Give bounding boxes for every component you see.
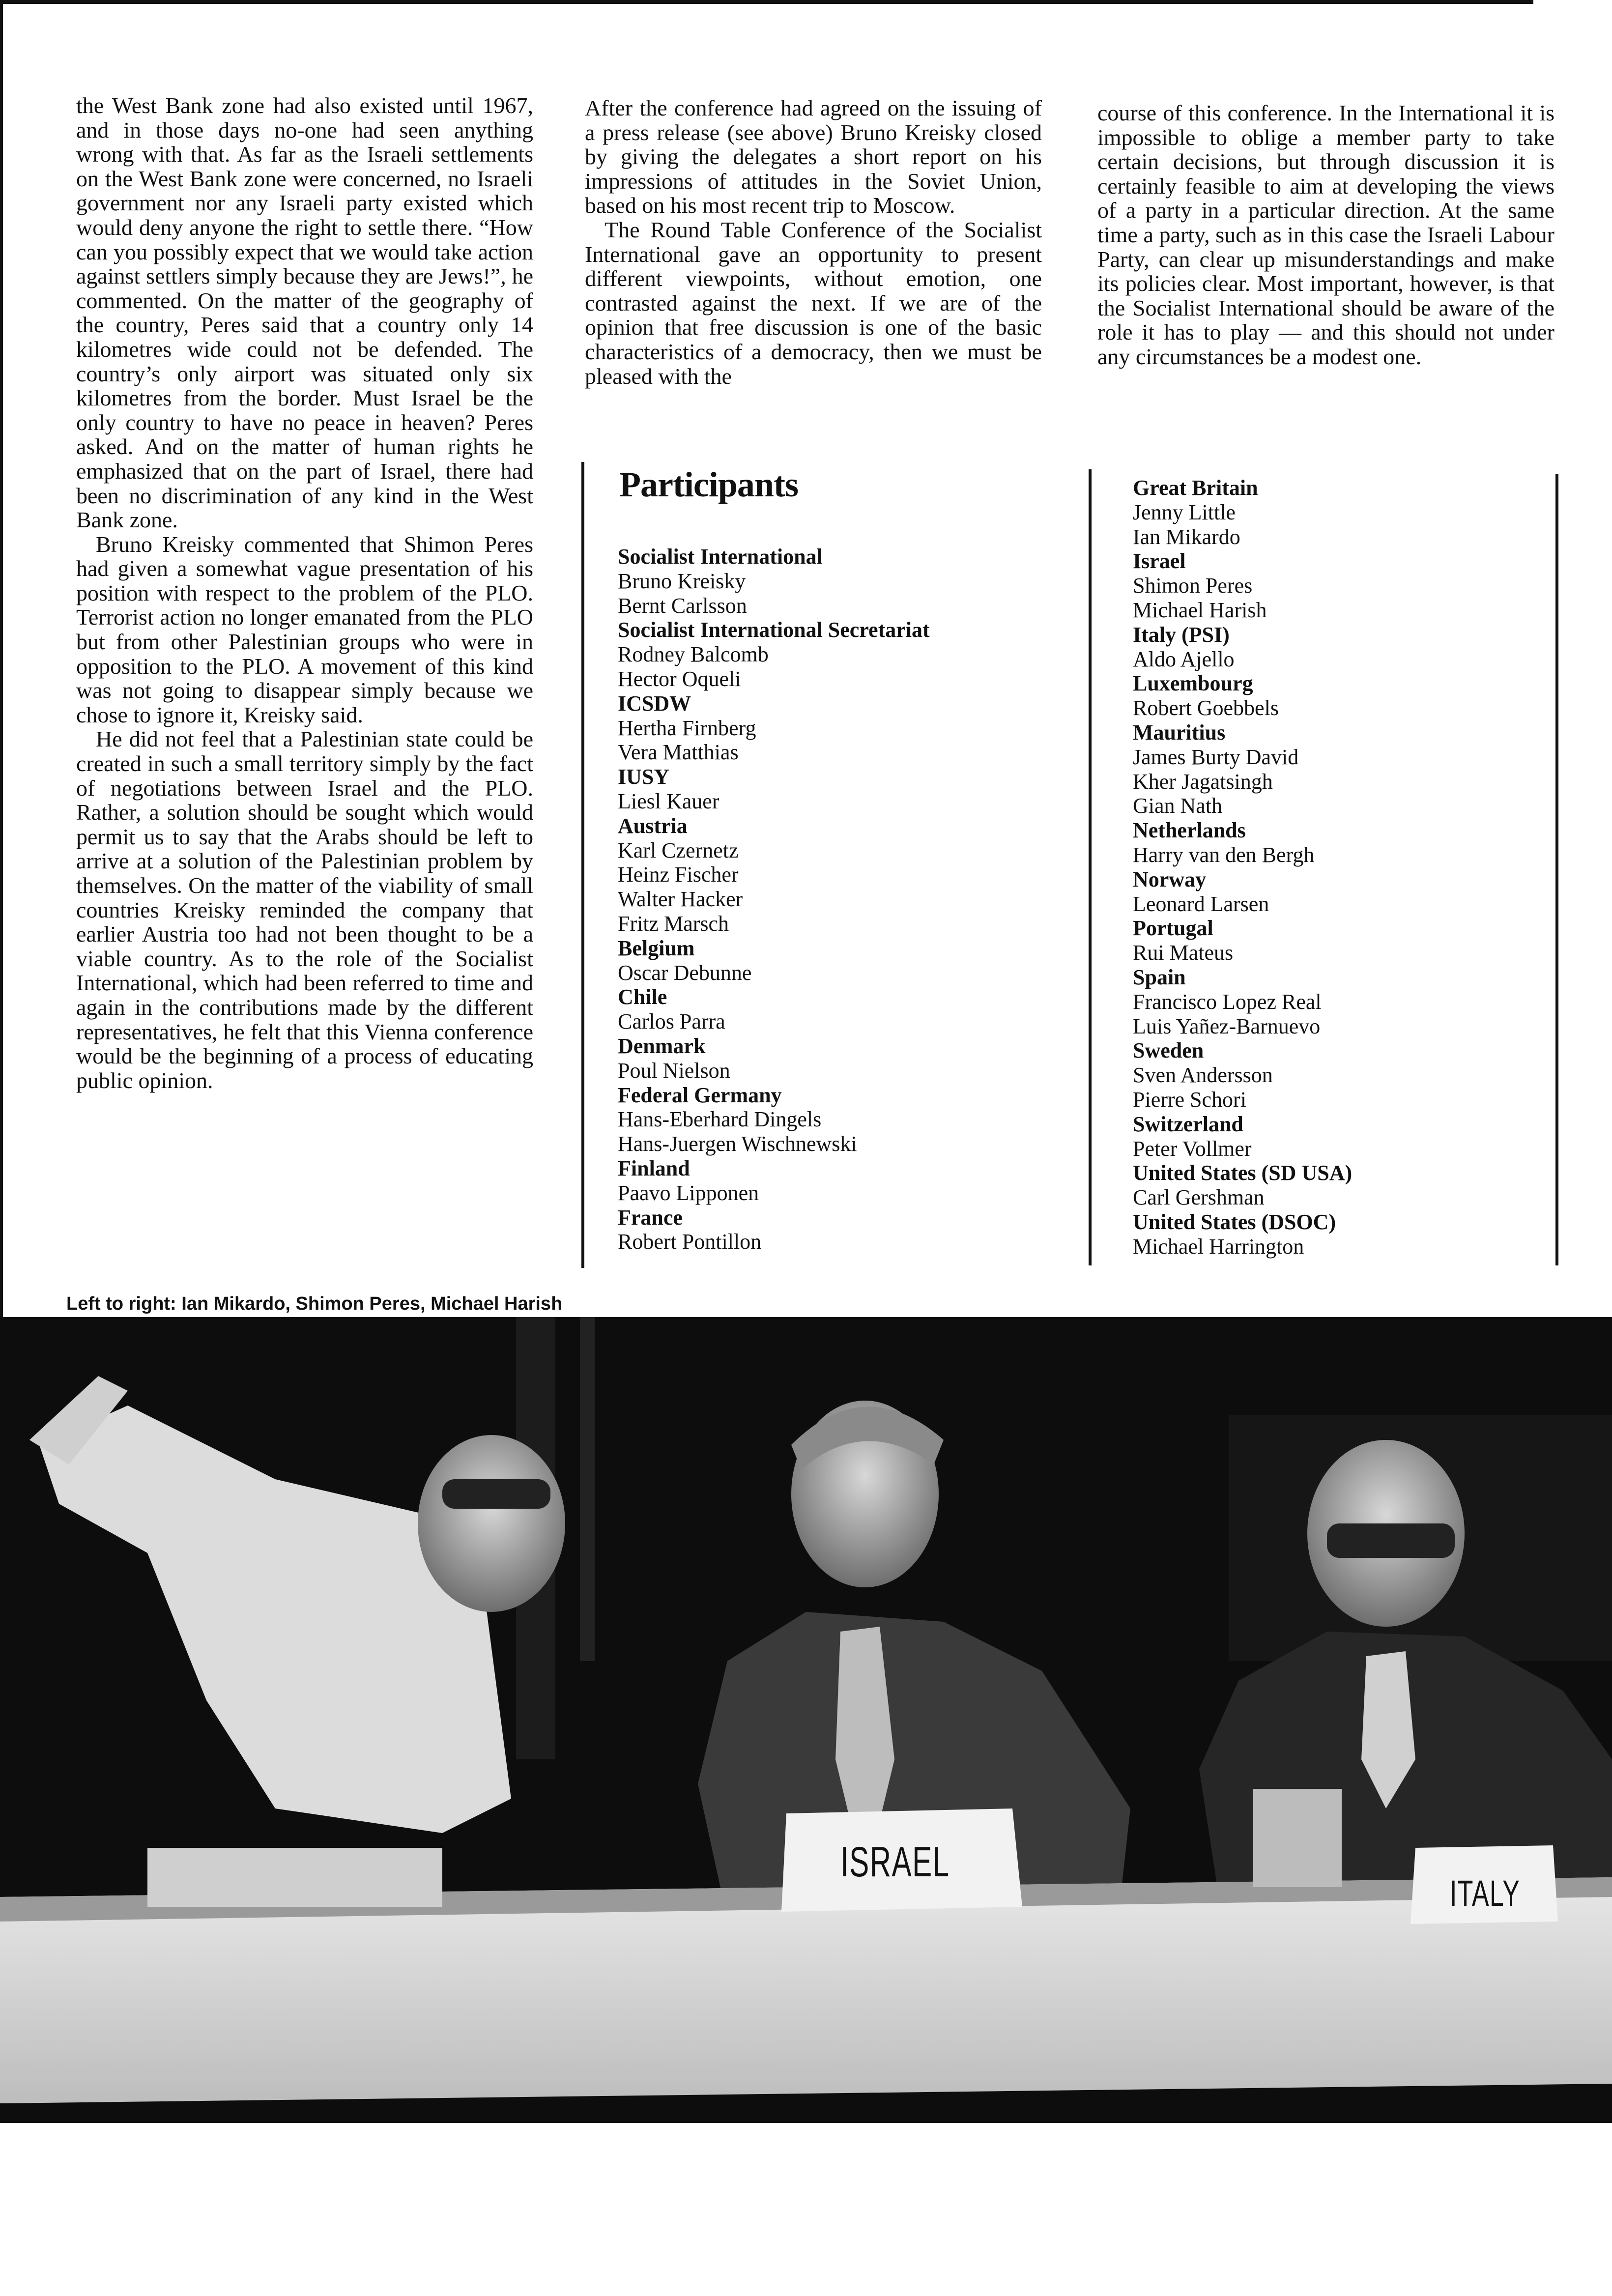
participant-name: James Burty David — [1133, 745, 1299, 769]
photo-illustration — [0, 1317, 1612, 2123]
participant-name: Walter Hacker — [618, 887, 743, 912]
participants-middle-rule — [1089, 469, 1092, 1265]
photo-caption: Left to right: Ian Mikardo, Shimon Peres, Michael Harish — [66, 1293, 563, 1314]
participant-name: Jenny Little — [1133, 500, 1236, 524]
participant-name: Sven Andersson — [1133, 1063, 1273, 1088]
participant-name: Francisco Lopez Real — [1133, 989, 1322, 1014]
article-paragraph: The Round Table Conference of the Socialist International gave an opportunity to present different viewpoints, without emotion, one contrasted against the next. If we are of the opinion that free discussion is one of the basic characteristics of a democracy, then we must be pleased with the — [585, 217, 1042, 389]
participant-name: Michael Harish — [1133, 598, 1267, 622]
participant-name: Aldo Ajello — [1133, 647, 1235, 671]
participant-name: Hans-Eberhard Dingels — [618, 1107, 822, 1132]
article-paragraph: the West Bank zone had also existed until 1967, and in those days no-one had seen anything wrong with that. As far as the Israeli settlements on the West Bank zone were concerned, no Israeli government nor any Israeli party existed which would deny anyone the right to settle there. “How can you possibly expect that we would take action against settlers simply because they are Jews!”, he commented. On the matter of the geography of the country, Peres said that a country only 14 kilometres wide could not be defended. The country’s only airport was situated only six kilometres from the border. Must Israel be the only country to have no peace in heaven? Peres asked. And on the matter of human rights he emphasized that on the part of Israel, there had been no discrimination of any kind in the West Bank zone. — [76, 93, 533, 533]
participant-name: Hector Oqueli — [618, 666, 741, 691]
article-column-2 — [585, 96, 1042, 388]
participant-country: Austria — [618, 813, 688, 838]
participant-country: United States (SD USA) — [1133, 1161, 1353, 1185]
participant-name: Karl Czernetz — [618, 838, 739, 862]
participant-name: Peter Vollmer — [1133, 1136, 1252, 1161]
participant-country: Luxembourg — [1133, 671, 1253, 696]
article-column-3 — [1097, 101, 1554, 369]
participant-name: Fritz Marsch — [618, 911, 729, 936]
participant-name: Vera Matthias — [618, 740, 739, 765]
article-column-1 — [76, 93, 533, 1092]
participant-name: Bruno Kreisky — [618, 569, 746, 593]
participant-country: Great Britain — [1133, 476, 1258, 500]
participant-country: Sweden — [1133, 1038, 1204, 1063]
participant-country: France — [618, 1205, 683, 1230]
participant-name: Oscar Debunne — [618, 960, 752, 985]
participant-country: Denmark — [618, 1033, 706, 1058]
participant-country: Belgium — [618, 936, 695, 960]
participant-country: IUSY — [618, 765, 670, 789]
participant-country: Mauritius — [1133, 720, 1226, 745]
participant-country: Switzerland — [1133, 1112, 1243, 1136]
participant-name: Hans-Juergen Wischnewski — [618, 1132, 857, 1156]
participants-left-rule — [581, 462, 584, 1268]
participant-name: Liesl Kauer — [618, 789, 720, 813]
participant-name: Ian Mikardo — [1133, 524, 1240, 549]
participant-country: ICSDW — [618, 691, 691, 716]
participants-list-right — [1133, 476, 1352, 1259]
article-paragraph: After the conference had agreed on the issuing of a press release (see above) Bruno Kreisky closed by giving the delegates a short report on his impressions of attitudes in the Soviet Union, based on his most recent trip to Moscow. — [585, 95, 1042, 218]
participant-country: Federal Germany — [618, 1083, 782, 1107]
participant-name: Leonard Larsen — [1133, 891, 1269, 916]
left-border-rule — [0, 0, 3, 1327]
placard-italy-text: ITALY — [1450, 1873, 1521, 1914]
participant-name: Rui Mateus — [1133, 941, 1234, 965]
participant-name: Hertha Firnberg — [618, 716, 756, 740]
participant-name: Luis Yañez-Barnuevo — [1133, 1014, 1321, 1038]
participant-country: Italy (PSI) — [1133, 622, 1230, 647]
participant-name: Bernt Carlsson — [618, 593, 747, 618]
participant-name: Heinz Fischer — [618, 862, 739, 887]
participant-name: Carl Gershman — [1133, 1185, 1265, 1210]
participants-heading: Participants — [619, 465, 798, 504]
participant-name: Paavo Lipponen — [618, 1180, 759, 1205]
conference-photo — [0, 1317, 1612, 2123]
participant-country: Finland — [618, 1156, 690, 1180]
participants-right-rule — [1555, 474, 1558, 1265]
participants-list-left — [618, 545, 930, 1254]
person-mikardo-head — [418, 1435, 565, 1612]
participant-country: Socialist International — [618, 545, 823, 569]
participant-country: Norway — [1133, 867, 1207, 891]
participant-country: United States (DSOC) — [1133, 1209, 1336, 1234]
participant-name: Poul Nielson — [618, 1058, 730, 1083]
participant-country: Netherlands — [1133, 818, 1246, 843]
article-paragraph: Bruno Kreisky commented that Shimon Peres had given a somewhat vague presentation of his position with respect to the problem of the PLO. Terrorist action no longer emanated from the PLO but from other Palestinian groups who were in opposition to the PLO. A movement of this kind was not going to disappear simply because we chose to ignore it, Kreisky said. — [76, 531, 533, 727]
participant-name: Kher Jagatsingh — [1133, 769, 1273, 794]
participant-name: Harry van den Bergh — [1133, 842, 1315, 867]
participant-country: Israel — [1133, 549, 1186, 574]
participant-country: Chile — [618, 985, 667, 1009]
article-paragraph: He did not feel that a Palestinian state could be created in such a small territory simply by the fact of negotiations between Israel and the PLO. Rather, a solution should be sought which would permit us to say that the Arabs should be left to arrive at a solution of the Palestinian problem by themselves. On the matter of the viability of small countries Kreisky reminded the company that earlier Austria too had not been thought to be a viable country. As to the role of the Socialist International, which had been referred to time and again in the contributions made by the different representatives, he felt that this Vienna conference would be the beginning of a process of educating public opinion. — [76, 726, 533, 1093]
participant-name: Robert Goebbels — [1133, 696, 1279, 720]
article-paragraph: course of this conference. In the International it is impossible to oblige a member party to take certain decisions, but through discussion it is certainly feasible to aim at developing the views of a party in a particular direction. At the same time a party, such as in this case the Israeli Labour Party, can clear up misunderstandings and make its policies clear. Most important, however, is that the Socialist International should be aware of the role it has to play — and this should not under any circumstances be a modest one. — [1097, 100, 1554, 369]
participant-name: Rodney Balcomb — [618, 642, 769, 667]
participant-country: Spain — [1133, 965, 1186, 989]
participant-country: Portugal — [1133, 916, 1213, 941]
participant-name: Carlos Parra — [618, 1009, 725, 1034]
participant-name: Michael Harrington — [1133, 1234, 1304, 1259]
participant-name: Pierre Schori — [1133, 1087, 1246, 1112]
placard-israel-text: ISRAEL — [840, 1838, 950, 1886]
participant-name: Shimon Peres — [1133, 574, 1253, 598]
participant-country: Socialist International Secretariat — [618, 618, 930, 642]
participant-name: Robert Pontillon — [618, 1230, 762, 1254]
top-border-rule — [0, 0, 1533, 4]
participant-name: Gian Nath — [1133, 794, 1223, 818]
